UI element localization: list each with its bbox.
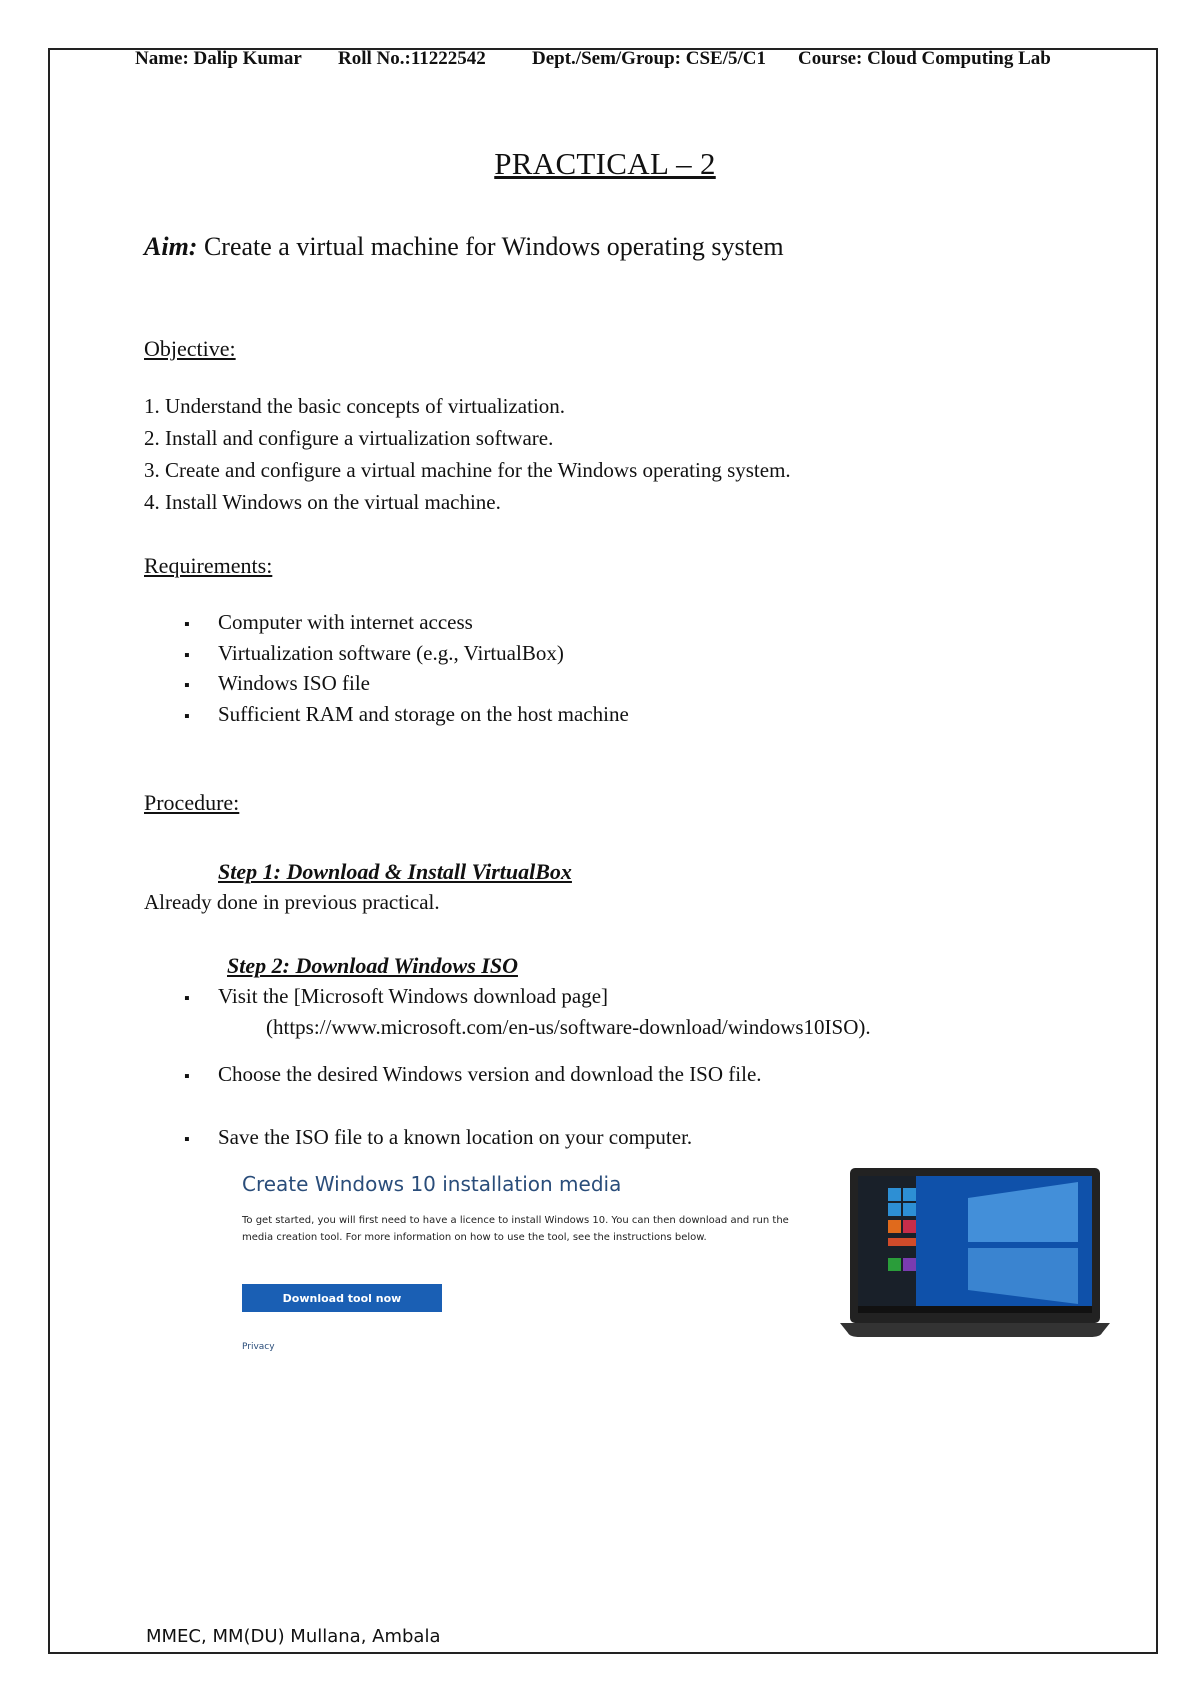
requirements-heading: Requirements: [144,553,273,578]
page-border [48,48,1158,1654]
taskbar [858,1306,1092,1313]
step-1-text: Already done in previous practical. [144,890,440,914]
step-1-title: Step 1: Download & Install VirtualBox [218,859,572,884]
objective-item: 4. Install Windows on the virtual machine. [144,490,501,514]
microsoft-download-screenshot [236,1172,811,1372]
student-name: Name: Dalip Kumar [135,48,302,69]
step-2-title: Step 2: Download Windows ISO [227,953,518,978]
objective-item: 3. Create and configure a virtual machine for the Windows operating system. [144,458,791,482]
roll-number: Roll No.:11222542 [338,48,486,69]
objective-item: 1. Understand the basic concepts of virtualization. [144,394,566,418]
aim-text: Create a virtual machine for Windows operating system [197,232,784,261]
screenshot-heading: Create Windows 10 installation media [242,1172,622,1196]
requirement-item: Sufficient RAM and storage on the host machine [218,702,629,726]
privacy-link[interactable]: Privacy [242,1342,275,1352]
page-header [135,48,1051,70]
dept-sem-group: Dept./Sem/Group: CSE/5/C1 [532,48,767,69]
bullet-icon: ▪ [184,677,190,694]
bullet-icon: ▪ [184,1068,190,1085]
bullet-icon: ▪ [184,1131,190,1148]
download-tool-button[interactable]: Download tool now [242,1284,442,1312]
page-title: PRACTICAL – 2 [494,146,716,181]
aim-label: Aim: [144,232,198,261]
bullet-icon: ▪ [184,616,190,633]
objective-item: 2. Install and configure a virtualization software. [144,426,554,450]
aim-line [144,232,784,262]
bullet-icon: ▪ [184,647,190,664]
course-name: Course: Cloud Computing Lab [798,48,1051,69]
procedure-heading: Procedure: [144,790,240,815]
requirement-item: Virtualization software (e.g., VirtualBox) [218,641,564,665]
step-2-bullet: Save the ISO file to a known location on your computer. [218,1125,693,1149]
download-url: (https://www.microsoft.com/en-us/software-download/windows10ISO). [266,1015,871,1039]
bullet-icon: ▪ [184,708,190,725]
requirement-item: Windows ISO file [218,671,370,695]
step-2-bullet: Visit the [Microsoft Windows download page] [218,984,609,1008]
laptop-base [840,1323,1110,1337]
step-2-bullet: Choose the desired Windows version and download the ISO file. [218,1062,762,1086]
bullet-icon: ▪ [184,990,190,1007]
screenshot-body: To get started, you will first need to have a licence to install Windows 10. You can then download and run the media creation tool. For more information on how to use the tool, see the instructions below. [242,1215,789,1243]
windows-laptop-image [840,1168,1110,1338]
objective-heading: Objective: [144,336,236,361]
requirement-item: Computer with internet access [218,610,473,634]
page-footer: MMEC, MM(DU) Mullana, Ambala [146,1626,441,1647]
